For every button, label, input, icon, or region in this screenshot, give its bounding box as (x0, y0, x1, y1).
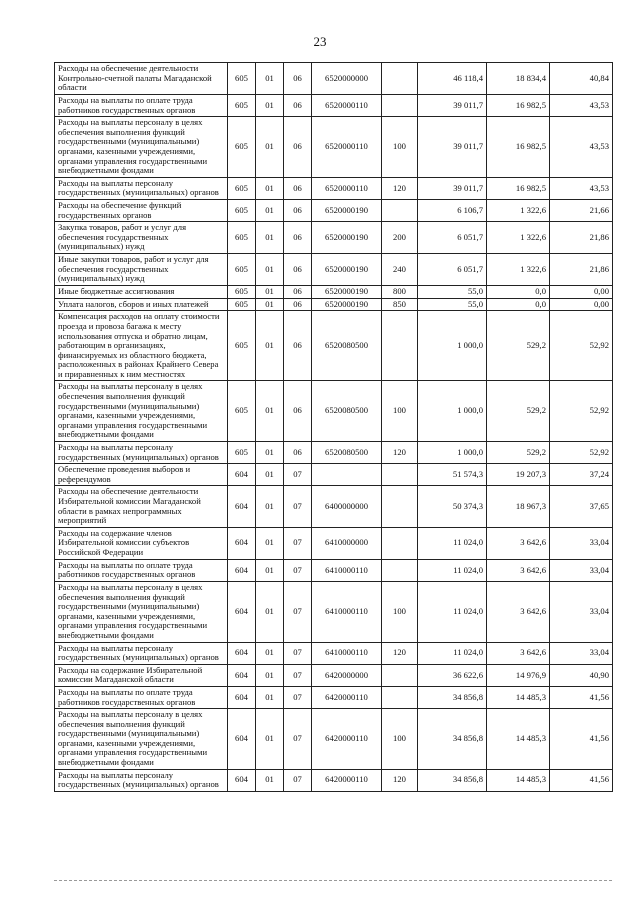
cell-pr: 06 (284, 442, 312, 464)
cell-ved: 605 (228, 177, 256, 199)
cell-pr: 06 (284, 199, 312, 221)
cell-name: Расходы на выплаты по оплате труда работников государственных органов (55, 95, 228, 117)
cell-name: Обеспечение проведения выборов и референдумов (55, 464, 228, 486)
cell-fact: 529,2 (487, 311, 550, 381)
cell-rz: 01 (256, 222, 284, 254)
cell-vr (382, 527, 418, 559)
cell-fact: 1 322,6 (487, 254, 550, 286)
cell-csr: 6520000000 (312, 63, 382, 95)
cell-plan: 39 011,7 (418, 117, 487, 178)
cell-name: Расходы на обеспечение деятельности Избирательной комиссии Магаданской области в рамках непрограммных мероприятий (55, 486, 228, 527)
cell-fact: 19 207,3 (487, 464, 550, 486)
cell-fact: 0,0 (487, 298, 550, 311)
table-row (55, 642, 613, 664)
cell-fact: 3 642,6 (487, 527, 550, 559)
cell-vr (382, 664, 418, 686)
cell-csr: 6410000110 (312, 559, 382, 581)
cell-ved: 604 (228, 486, 256, 527)
table-row (55, 177, 613, 199)
cell-vr (382, 486, 418, 527)
table-row (55, 664, 613, 686)
table-row (55, 581, 613, 642)
cell-name: Расходы на обеспечение функций государственных органов (55, 199, 228, 221)
cell-vr (382, 464, 418, 486)
cell-rz: 01 (256, 177, 284, 199)
cell-pr: 06 (284, 298, 312, 311)
cell-ved: 604 (228, 769, 256, 791)
cell-percent: 40,90 (550, 664, 613, 686)
cell-plan: 55,0 (418, 298, 487, 311)
cell-ved: 605 (228, 442, 256, 464)
cell-name: Компенсация расходов на оплату стоимости проезда и провоза багажа к месту использования отпуска и обратно лицам, работающим в организациях, финансируемых из областного бюджета, расположенных в районах Крайнего Севера и приравненных к ним местностях (55, 311, 228, 381)
cell-rz: 01 (256, 442, 284, 464)
cell-csr: 6520000190 (312, 222, 382, 254)
cell-plan: 11 024,0 (418, 527, 487, 559)
cell-name: Расходы на выплаты персоналу в целях обеспечения выполнения функций государственными (муниципальными) органами, казенными учреждениями, органами управления государственными внебюджетными фондами (55, 381, 228, 442)
cell-name: Расходы на выплаты персоналу государственных (муниципальных) органов (55, 769, 228, 791)
cell-fact: 16 982,5 (487, 177, 550, 199)
cell-plan: 51 574,3 (418, 464, 487, 486)
cell-percent: 52,92 (550, 381, 613, 442)
cell-vr: 800 (382, 286, 418, 299)
cell-name: Расходы на выплаты персоналу государственных (муниципальных) органов (55, 642, 228, 664)
cell-csr: 6520000110 (312, 95, 382, 117)
cell-percent: 52,92 (550, 442, 613, 464)
cell-fact: 3 642,6 (487, 581, 550, 642)
cell-fact: 1 322,6 (487, 199, 550, 221)
table-row (55, 442, 613, 464)
cell-ved: 605 (228, 298, 256, 311)
cell-csr: 6520080500 (312, 381, 382, 442)
cell-percent: 41,56 (550, 769, 613, 791)
cell-plan: 39 011,7 (418, 177, 487, 199)
cell-csr: 6520000190 (312, 298, 382, 311)
cell-rz: 01 (256, 63, 284, 95)
cell-percent: 0,00 (550, 298, 613, 311)
cell-rz: 01 (256, 559, 284, 581)
cell-pr: 07 (284, 642, 312, 664)
cell-plan: 55,0 (418, 286, 487, 299)
table-row (55, 298, 613, 311)
table-row (55, 709, 613, 770)
cell-fact: 529,2 (487, 381, 550, 442)
cell-rz: 01 (256, 298, 284, 311)
cell-fact: 18 834,4 (487, 63, 550, 95)
cell-ved: 604 (228, 559, 256, 581)
cell-fact: 14 485,3 (487, 769, 550, 791)
cell-plan: 6 051,7 (418, 254, 487, 286)
cell-vr: 200 (382, 222, 418, 254)
cell-pr: 06 (284, 222, 312, 254)
table-row (55, 254, 613, 286)
cell-csr: 6520080500 (312, 442, 382, 464)
cell-csr: 6410000000 (312, 527, 382, 559)
cell-percent: 0,00 (550, 286, 613, 299)
cell-rz: 01 (256, 642, 284, 664)
table-row (55, 486, 613, 527)
cell-plan: 11 024,0 (418, 642, 487, 664)
cell-ved: 605 (228, 117, 256, 178)
cell-csr: 6420000110 (312, 709, 382, 770)
cell-vr: 850 (382, 298, 418, 311)
cell-vr (382, 63, 418, 95)
table-row (55, 527, 613, 559)
cell-percent: 41,56 (550, 709, 613, 770)
cell-fact: 14 976,9 (487, 664, 550, 686)
cell-vr: 100 (382, 709, 418, 770)
cell-name: Расходы на выплаты по оплате труда работников государственных органов (55, 686, 228, 708)
cell-vr (382, 686, 418, 708)
cell-pr: 06 (284, 63, 312, 95)
cell-plan: 6 051,7 (418, 222, 487, 254)
cell-fact: 18 967,3 (487, 486, 550, 527)
cell-fact: 0,0 (487, 286, 550, 299)
cell-rz: 01 (256, 769, 284, 791)
cell-ved: 604 (228, 709, 256, 770)
cell-csr: 6520000110 (312, 177, 382, 199)
cell-percent: 37,65 (550, 486, 613, 527)
cell-plan: 50 374,3 (418, 486, 487, 527)
table-row (55, 311, 613, 381)
cell-pr: 06 (284, 381, 312, 442)
cell-name: Уплата налогов, сборов и иных платежей (55, 298, 228, 311)
cell-plan: 11 024,0 (418, 581, 487, 642)
cell-ved: 604 (228, 527, 256, 559)
cell-percent: 43,53 (550, 117, 613, 178)
cell-csr: 6420000110 (312, 769, 382, 791)
cell-name: Расходы на выплаты персоналу государственных (муниципальных) органов (55, 177, 228, 199)
cell-vr (382, 559, 418, 581)
cell-pr: 06 (284, 311, 312, 381)
cell-csr (312, 464, 382, 486)
table-row (55, 95, 613, 117)
cell-vr: 100 (382, 581, 418, 642)
cell-vr (382, 95, 418, 117)
cell-name: Расходы на содержание Избирательной комиссии Магаданской области (55, 664, 228, 686)
cell-plan: 34 856,8 (418, 686, 487, 708)
cell-pr: 06 (284, 95, 312, 117)
cell-fact: 3 642,6 (487, 559, 550, 581)
cell-ved: 604 (228, 464, 256, 486)
cell-ved: 605 (228, 381, 256, 442)
page-number: 23 (313, 34, 327, 49)
cell-pr: 06 (284, 254, 312, 286)
table-row (55, 222, 613, 254)
cell-csr: 6420000000 (312, 664, 382, 686)
cell-ved: 605 (228, 199, 256, 221)
cell-plan: 46 118,4 (418, 63, 487, 95)
cell-name: Расходы на выплаты по оплате труда работников государственных органов (55, 559, 228, 581)
cell-vr (382, 199, 418, 221)
cell-percent: 33,04 (550, 527, 613, 559)
cell-pr: 07 (284, 769, 312, 791)
cell-csr: 6410000110 (312, 642, 382, 664)
cell-vr: 100 (382, 117, 418, 178)
cell-plan: 11 024,0 (418, 559, 487, 581)
cell-ved: 604 (228, 581, 256, 642)
cell-rz: 01 (256, 254, 284, 286)
cell-fact: 3 642,6 (487, 642, 550, 664)
table-row (55, 63, 613, 95)
cell-name: Расходы на выплаты персоналу в целях обеспечения выполнения функций государственными (муниципальными) органами, казенными учреждениями, органами управления государственными внебюджетными фондами (55, 117, 228, 178)
table-body (55, 63, 613, 792)
cell-plan: 34 856,8 (418, 709, 487, 770)
cell-csr: 6400000000 (312, 486, 382, 527)
cell-ved: 605 (228, 63, 256, 95)
cell-rz: 01 (256, 311, 284, 381)
cell-name: Расходы на обеспечение деятельности Контрольно-счетной палаты Магаданской области (55, 63, 228, 95)
cell-fact: 529,2 (487, 442, 550, 464)
table-row (55, 769, 613, 791)
cell-pr: 07 (284, 664, 312, 686)
cell-ved: 605 (228, 286, 256, 299)
cell-plan: 34 856,8 (418, 769, 487, 791)
cell-vr: 120 (382, 442, 418, 464)
cell-pr: 06 (284, 286, 312, 299)
cell-vr: 120 (382, 177, 418, 199)
cell-name: Закупка товаров, работ и услуг для обеспечения государственных (муниципальных) нужд (55, 222, 228, 254)
cell-rz: 01 (256, 286, 284, 299)
table-row (55, 686, 613, 708)
cell-pr: 07 (284, 686, 312, 708)
cell-vr: 120 (382, 642, 418, 664)
cell-fact: 14 485,3 (487, 709, 550, 770)
cell-rz: 01 (256, 486, 284, 527)
cell-name: Иные бюджетные ассигнования (55, 286, 228, 299)
cell-fact: 16 982,5 (487, 117, 550, 178)
cell-percent: 52,92 (550, 311, 613, 381)
cell-pr: 07 (284, 527, 312, 559)
cell-plan: 6 106,7 (418, 199, 487, 221)
cell-percent: 43,53 (550, 177, 613, 199)
cell-name: Расходы на выплаты персоналу в целях обеспечения выполнения функций государственными (муниципальными) органами, казенными учреждениями, органами управления государственными внебюджетными фондами (55, 581, 228, 642)
budget-table (54, 62, 613, 792)
cell-percent: 41,56 (550, 686, 613, 708)
cell-ved: 605 (228, 311, 256, 381)
cell-ved: 604 (228, 686, 256, 708)
cell-percent: 40,84 (550, 63, 613, 95)
cell-plan: 39 011,7 (418, 95, 487, 117)
cell-csr: 6520080500 (312, 311, 382, 381)
cell-percent: 21,66 (550, 199, 613, 221)
cell-csr: 6520000110 (312, 117, 382, 178)
cell-pr: 07 (284, 581, 312, 642)
cell-percent: 33,04 (550, 559, 613, 581)
cell-pr: 07 (284, 559, 312, 581)
cell-ved: 605 (228, 95, 256, 117)
cell-rz: 01 (256, 664, 284, 686)
cell-ved: 605 (228, 222, 256, 254)
cell-plan: 1 000,0 (418, 311, 487, 381)
cell-vr: 120 (382, 769, 418, 791)
cell-pr: 06 (284, 117, 312, 178)
cell-vr: 240 (382, 254, 418, 286)
cell-rz: 01 (256, 464, 284, 486)
cell-pr: 07 (284, 486, 312, 527)
cell-percent: 33,04 (550, 581, 613, 642)
cell-plan: 1 000,0 (418, 442, 487, 464)
cell-pr: 07 (284, 464, 312, 486)
cell-fact: 1 322,6 (487, 222, 550, 254)
cell-rz: 01 (256, 686, 284, 708)
cell-rz: 01 (256, 117, 284, 178)
cell-rz: 01 (256, 581, 284, 642)
cell-percent: 21,86 (550, 222, 613, 254)
table-row (55, 199, 613, 221)
cell-percent: 33,04 (550, 642, 613, 664)
cell-vr (382, 311, 418, 381)
cell-fact: 16 982,5 (487, 95, 550, 117)
cell-rz: 01 (256, 381, 284, 442)
cell-rz: 01 (256, 527, 284, 559)
cell-plan: 36 622,6 (418, 664, 487, 686)
table-row (55, 559, 613, 581)
bottom-rule (54, 880, 612, 881)
cell-csr: 6410000110 (312, 581, 382, 642)
cell-percent: 21,86 (550, 254, 613, 286)
table-row (55, 286, 613, 299)
cell-ved: 604 (228, 642, 256, 664)
cell-percent: 43,53 (550, 95, 613, 117)
cell-rz: 01 (256, 95, 284, 117)
cell-plan: 1 000,0 (418, 381, 487, 442)
cell-name: Расходы на выплаты персоналу государственных (муниципальных) органов (55, 442, 228, 464)
table-row (55, 117, 613, 178)
cell-rz: 01 (256, 709, 284, 770)
cell-name: Расходы на выплаты персоналу в целях обеспечения выполнения функций государственными (муниципальными) органами, казенными учреждениями, органами управления государственными внебюджетными фондами (55, 709, 228, 770)
cell-vr: 100 (382, 381, 418, 442)
cell-pr: 06 (284, 177, 312, 199)
cell-fact: 14 485,3 (487, 686, 550, 708)
cell-rz: 01 (256, 199, 284, 221)
table-row (55, 381, 613, 442)
cell-percent: 37,24 (550, 464, 613, 486)
cell-ved: 604 (228, 664, 256, 686)
cell-ved: 605 (228, 254, 256, 286)
cell-name: Иные закупки товаров, работ и услуг для обеспечения государственных (муниципальных) нужд (55, 254, 228, 286)
cell-csr: 6520000190 (312, 254, 382, 286)
cell-csr: 6420000110 (312, 686, 382, 708)
table-row (55, 464, 613, 486)
cell-name: Расходы на содержание членов Избирательной комиссии субъектов Российской Федерации (55, 527, 228, 559)
cell-csr: 6520000190 (312, 286, 382, 299)
cell-csr: 6520000190 (312, 199, 382, 221)
cell-pr: 07 (284, 709, 312, 770)
